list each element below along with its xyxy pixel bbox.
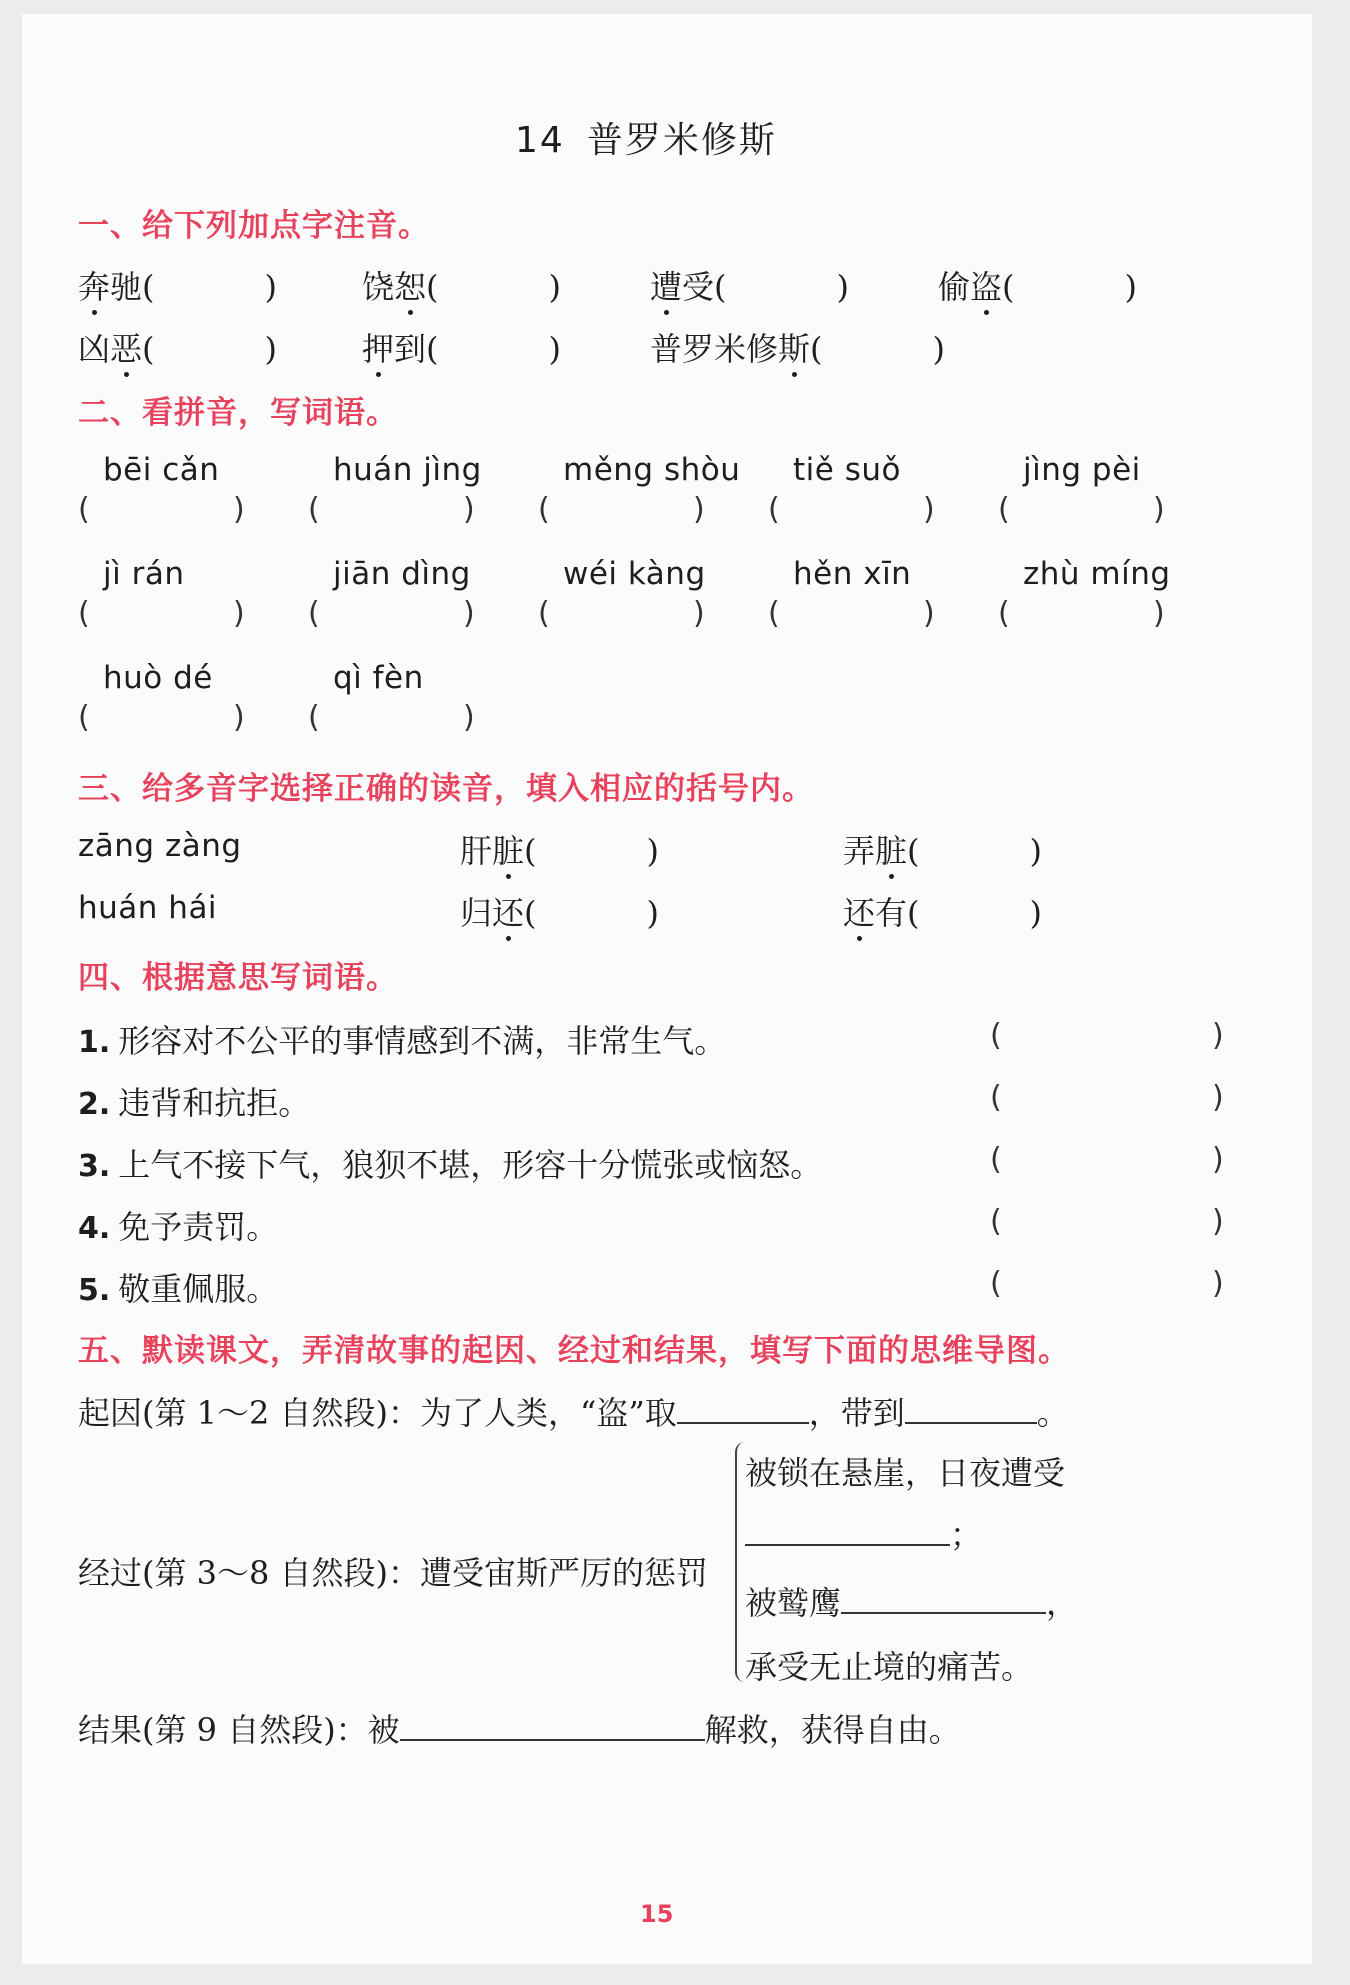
section5-heading: 五、默读课文，弄清故事的起因、经过和结果，填写下面的思维导图。 [78, 1333, 1070, 1369]
meaning-item: 2. 违背和抗拒。 [78, 1084, 311, 1122]
meaning-item: 1. 形容对不公平的事情感到不满，非常生气。 [78, 1022, 727, 1060]
s3-word-4: 还有( ) [843, 888, 1042, 934]
pinyin-item: huò dé [103, 660, 213, 696]
pinyin-item: tiě suǒ [793, 452, 901, 488]
s1-item-2: 饶恕( ) [362, 262, 561, 308]
section4-heading: 四、根据意思写词语。 [78, 960, 398, 996]
s1-item-3: 遭受( ) [650, 262, 849, 308]
s3-word-3: 归还( ) [460, 888, 659, 934]
cause-line: 起因(第 1～2 自然段)：为了人类，“盗”取 ，带到 。 [78, 1394, 1069, 1432]
lesson-number: 14 [515, 120, 565, 161]
section1-heading: 一、给下列加点字注音。 [78, 208, 430, 244]
process-branch-1-blank: ； [745, 1510, 982, 1556]
meaning-item: 5. 敬重佩服。 [78, 1270, 279, 1308]
process-branch-2: 被鹫鹰 ， [745, 1584, 1079, 1622]
process-branch-3: 承受无止境的痛苦。 [745, 1648, 1034, 1686]
s3-options-1: zāng zàng [78, 828, 242, 864]
s1-item-1: 奔驰( ) [78, 262, 277, 308]
pinyin-item: jì rán [103, 556, 185, 592]
s1-item-7: 普罗米修斯( ) [650, 324, 945, 370]
process-branch-1: 被锁在悬崖，日夜遭受 [745, 1454, 1066, 1492]
meaning-item: 3. 上气不接下气，狼狈不堪，形容十分慌张或恼怒。 [78, 1146, 823, 1184]
process-label: 经过(第 3～8 自然段)：遭受宙斯严厉的惩罚 [78, 1554, 709, 1592]
s3-options-2: huán hái [78, 890, 218, 926]
s1-item-5: 凶恶( ) [78, 324, 277, 370]
s3-word-2: 弄脏( ) [843, 826, 1042, 872]
pinyin-item: jìng pèi [1023, 452, 1141, 488]
cause-blank-2[interactable] [905, 1392, 1037, 1424]
lesson-title: 普罗米修斯 [586, 120, 777, 161]
branch-1-blank[interactable] [745, 1514, 950, 1546]
result-blank[interactable] [400, 1709, 705, 1741]
s1-item-4: 偷盗( ) [938, 262, 1137, 308]
section2-heading: 二、看拼音，写词语。 [78, 395, 398, 431]
pinyin-item: huán jìng [333, 452, 482, 488]
pinyin-item: hěn xīn [793, 556, 912, 592]
pinyin-item: bēi cǎn [103, 452, 220, 488]
section3-heading: 三、给多音字选择正确的读音，填入相应的括号内。 [78, 771, 814, 807]
s3-word-1: 肝脏( ) [460, 826, 659, 872]
pinyin-item: qì fèn [333, 660, 424, 696]
s1-item-6: 押到( ) [362, 324, 561, 370]
page-number: 15 [640, 1900, 674, 1928]
pinyin-item: jiān dìng [333, 556, 471, 592]
pinyin-item: měng shòu [563, 452, 741, 488]
cause-blank-1[interactable] [677, 1392, 809, 1424]
pinyin-item: wéi kàng [563, 556, 706, 592]
result-line: 结果(第 9 自然段)：被 解救，获得自由。 [78, 1711, 961, 1749]
branch-2-blank[interactable] [841, 1582, 1046, 1614]
page-title [515, 112, 777, 163]
meaning-item: 4. 免予责罚。 [78, 1208, 279, 1246]
pinyin-item: zhù míng [1023, 556, 1171, 592]
